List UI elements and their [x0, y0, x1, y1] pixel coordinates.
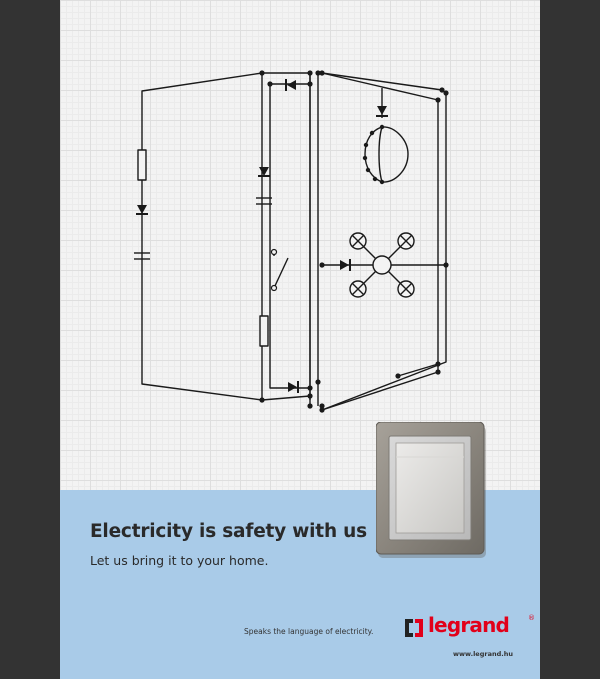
safe-circuit-illustration [60, 0, 540, 420]
poster [60, 0, 540, 679]
registered-mark: ® [528, 614, 535, 622]
website-link[interactable]: www.legrand.hu [453, 650, 513, 658]
headline: Electricity is safety with us [90, 521, 367, 542]
brand-name: legrand [428, 613, 510, 637]
tagline: Speaks the language of electricity. [244, 627, 374, 636]
light-switch [376, 422, 488, 560]
legrand-logo-mark-icon [404, 618, 424, 638]
subline: Let us bring it to your home. [90, 553, 269, 568]
